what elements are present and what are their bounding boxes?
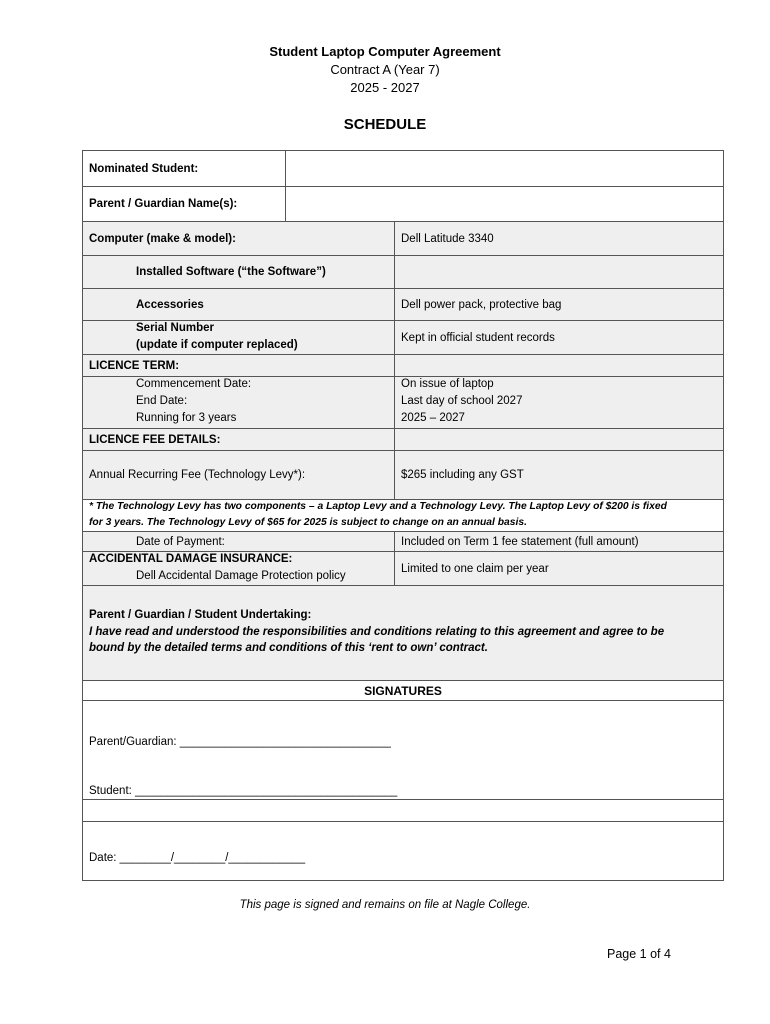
annual-fee-label: Annual Recurring Fee (Technology Levy*): [89,469,306,481]
row-nominated-student [83,151,723,186]
software-label: Installed Software (“the Software”) [136,266,326,278]
licence-dates-labels [83,377,394,428]
licence-term-value [394,355,723,376]
row-date [83,821,723,881]
row-annual-fee [83,450,723,499]
nominated-student-field[interactable] [285,151,723,186]
annual-fee-value: $265 including any GST [394,451,723,499]
licence-fee-value [394,429,723,450]
licence-fee-label: LICENCE FEE DETAILS: [89,433,221,446]
contract-subtitle: Contract A (Year 7) [330,62,440,77]
row-payment [83,531,723,551]
parent-name-field[interactable] [285,187,723,221]
software-value [394,256,723,288]
footer-note: This page is signed and remains on file at Nagle College. [239,899,531,911]
row-computer [83,221,723,255]
serial-value: Kept in official student records [394,321,723,354]
levy-note-line-2: for 3 years. The Technology Levy of $65 for 2025 is subject to change on an annual basis. [89,517,527,528]
serial-label-line-1: Serial Number [136,322,214,334]
licence-term-label: LICENCE TERM: [89,359,180,372]
row-insurance [83,551,723,585]
insurance-heading: ACCIDENTAL DAMAGE INSURANCE: [89,553,293,565]
undertaking-text-line-1: I have read and understood the responsibilities and conditions relating to this agreement and agree to be [89,626,665,638]
page-number: Page 1 of 4 [607,947,671,961]
schedule-table [82,150,724,881]
end-date-label: End Date: [136,395,188,407]
computer-value: Dell Latitude 3340 [394,222,723,255]
commencement-label: Commencement Date: [136,378,252,390]
row-accessories [83,288,723,320]
row-software [83,255,723,288]
computer-label: Computer (make & model): [89,232,236,245]
row-undertaking [83,585,723,680]
contract-years: 2025 - 2027 [350,80,420,95]
row-signatures-heading [83,680,723,700]
parent-name-label: Parent / Guardian Name(s): [89,198,238,210]
undertaking-text-line-2: bound by the detailed terms and conditions of this ‘rent to own’ contract. [89,642,488,654]
undertaking-title: Parent / Guardian / Student Undertaking: [89,609,312,621]
commencement-value: On issue of laptop [401,378,494,390]
insurance-label [83,552,394,585]
insurance-value: Limited to one claim per year [394,552,723,585]
accessories-label: Accessories [136,298,204,311]
student-signature-line[interactable]: Student: _________________________________________ [89,785,398,797]
row-signature-lines [83,700,723,799]
document-title: Student Laptop Computer Agreement [269,44,501,59]
row-licence-dates [83,376,723,428]
row-levy-note [83,499,723,531]
accessories-value: Dell power pack, protective bag [394,289,723,320]
row-serial [83,320,723,354]
row-parent-name [83,186,723,221]
schedule-heading: SCHEDULE [343,116,427,133]
row-licence-term [83,354,723,376]
levy-note-line-1: * The Technology Levy has two components – a Laptop Levy and a Technology Levy. The Laptop Levy of $200 is fixed [89,501,667,512]
running-value: 2025 – 2027 [401,412,465,424]
licence-dates-values [394,377,723,428]
date-signature-line[interactable]: Date: ________/________/____________ [89,852,306,864]
serial-label-line-2: (update if computer replaced) [136,339,298,351]
end-date-value: Last day of school 2027 [401,395,523,407]
row-licence-fee [83,428,723,450]
signatures-heading: SIGNATURES [364,683,442,698]
insurance-policy: Dell Accidental Damage Protection policy [136,570,346,582]
row-spacer [83,799,723,821]
parent-signature-line[interactable]: Parent/Guardian: _________________________________ [89,736,391,748]
serial-label [83,321,394,354]
running-label: Running for 3 years [136,412,237,424]
payment-label: Date of Payment: [136,535,225,548]
payment-value: Included on Term 1 fee statement (full amount) [394,532,723,551]
nominated-student-label: Nominated Student: [89,162,199,175]
